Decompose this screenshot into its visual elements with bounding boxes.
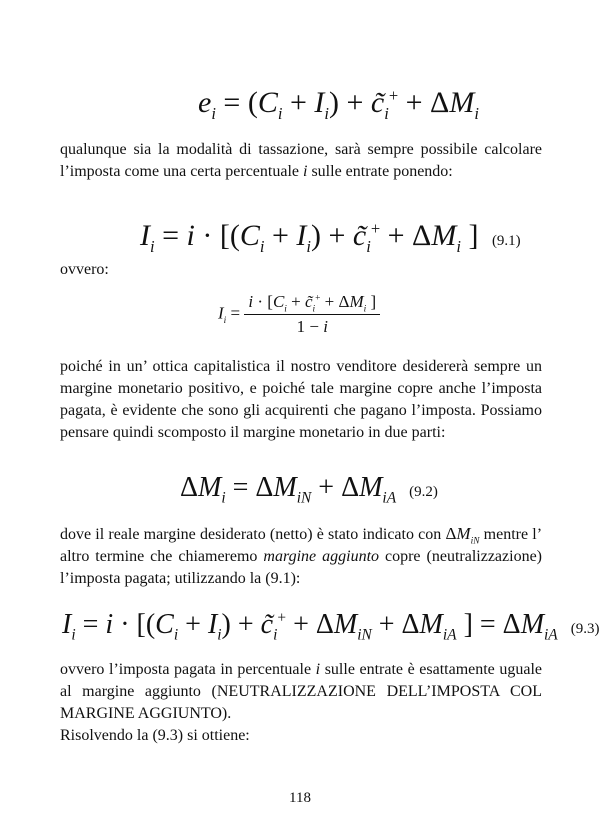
equation-fraction: $I_i$ = $\frac{i \cdot [C_i + c̃_i^+ + \Delta M_i ]}{1 - i}$ bbox=[218, 292, 380, 337]
equation-9-3: $I_i = i \cdot [(C_i + I_i)$ + $c̃_i^+ + \Delta M_{iN} + \Delta M_{iA}$ ] = $\Delta M_{iA}$ (9.3) bbox=[62, 609, 600, 644]
equation-9-1: $I_i = i \cdot [(C_i + I_i)$ + $c̃_i^+ + \Delta M_i$ ] (9.1) bbox=[140, 219, 521, 256]
fraction: $\frac{i \cdot [C_i + c̃_i^+ + \Delta M_i ]}{1 - i}$ bbox=[244, 292, 380, 337]
paragraph-3: poiché in un’ ottica capitalistica il nostro venditore desidererà sempre un margine monetario positivo, e poiché tale margine copre anche l’imposta pagata, è evidente che sono gli acquirenti che pagano l’imposta. Possiamo pensare quindi scomposto il margine monetario in due parti: bbox=[60, 358, 542, 441]
page-number: 118 bbox=[289, 790, 311, 806]
paragraph-4: dove il reale margine desiderato (netto) è stato indicato con $\Delta M_{iN}$ mentre l’ altro termine che chiameremo margine aggiunto copre (neutralizzazione) l’imposta pagata; utilizzando la (9.1): bbox=[60, 524, 543, 587]
paragraph-1: qualunque sia la modalità di tassazione, sarà sempre possibile calcolare l’imposta come una certa percentuale i sulle entrate ponendo: bbox=[60, 141, 542, 180]
paragraph-5: ovvero l’imposta pagata in percentuale i sulle entrate è esattamente uguale al margine aggiunto (NEUTRALIZZAZIONE DELL’IMPOSTA COL MARGINE AGGIUNTO). bbox=[60, 661, 543, 722]
equation-ei: $e_i = (C_i + I_i)$ + $c̃_i^+ + \Delta M_i$ bbox=[198, 86, 479, 123]
equation-9-2: $\Delta M_i = \Delta M_{iN} + \Delta M_{iA}$ (9.2) bbox=[180, 472, 438, 507]
equation-label: (9.3) bbox=[570, 621, 600, 637]
equation-label: (9.2) bbox=[409, 484, 438, 500]
paragraph-2: ovvero: bbox=[60, 261, 109, 278]
paragraph-6: Risolvendo la (9.3) si ottiene: bbox=[60, 727, 250, 744]
equation-label: (9.1) bbox=[491, 233, 521, 249]
